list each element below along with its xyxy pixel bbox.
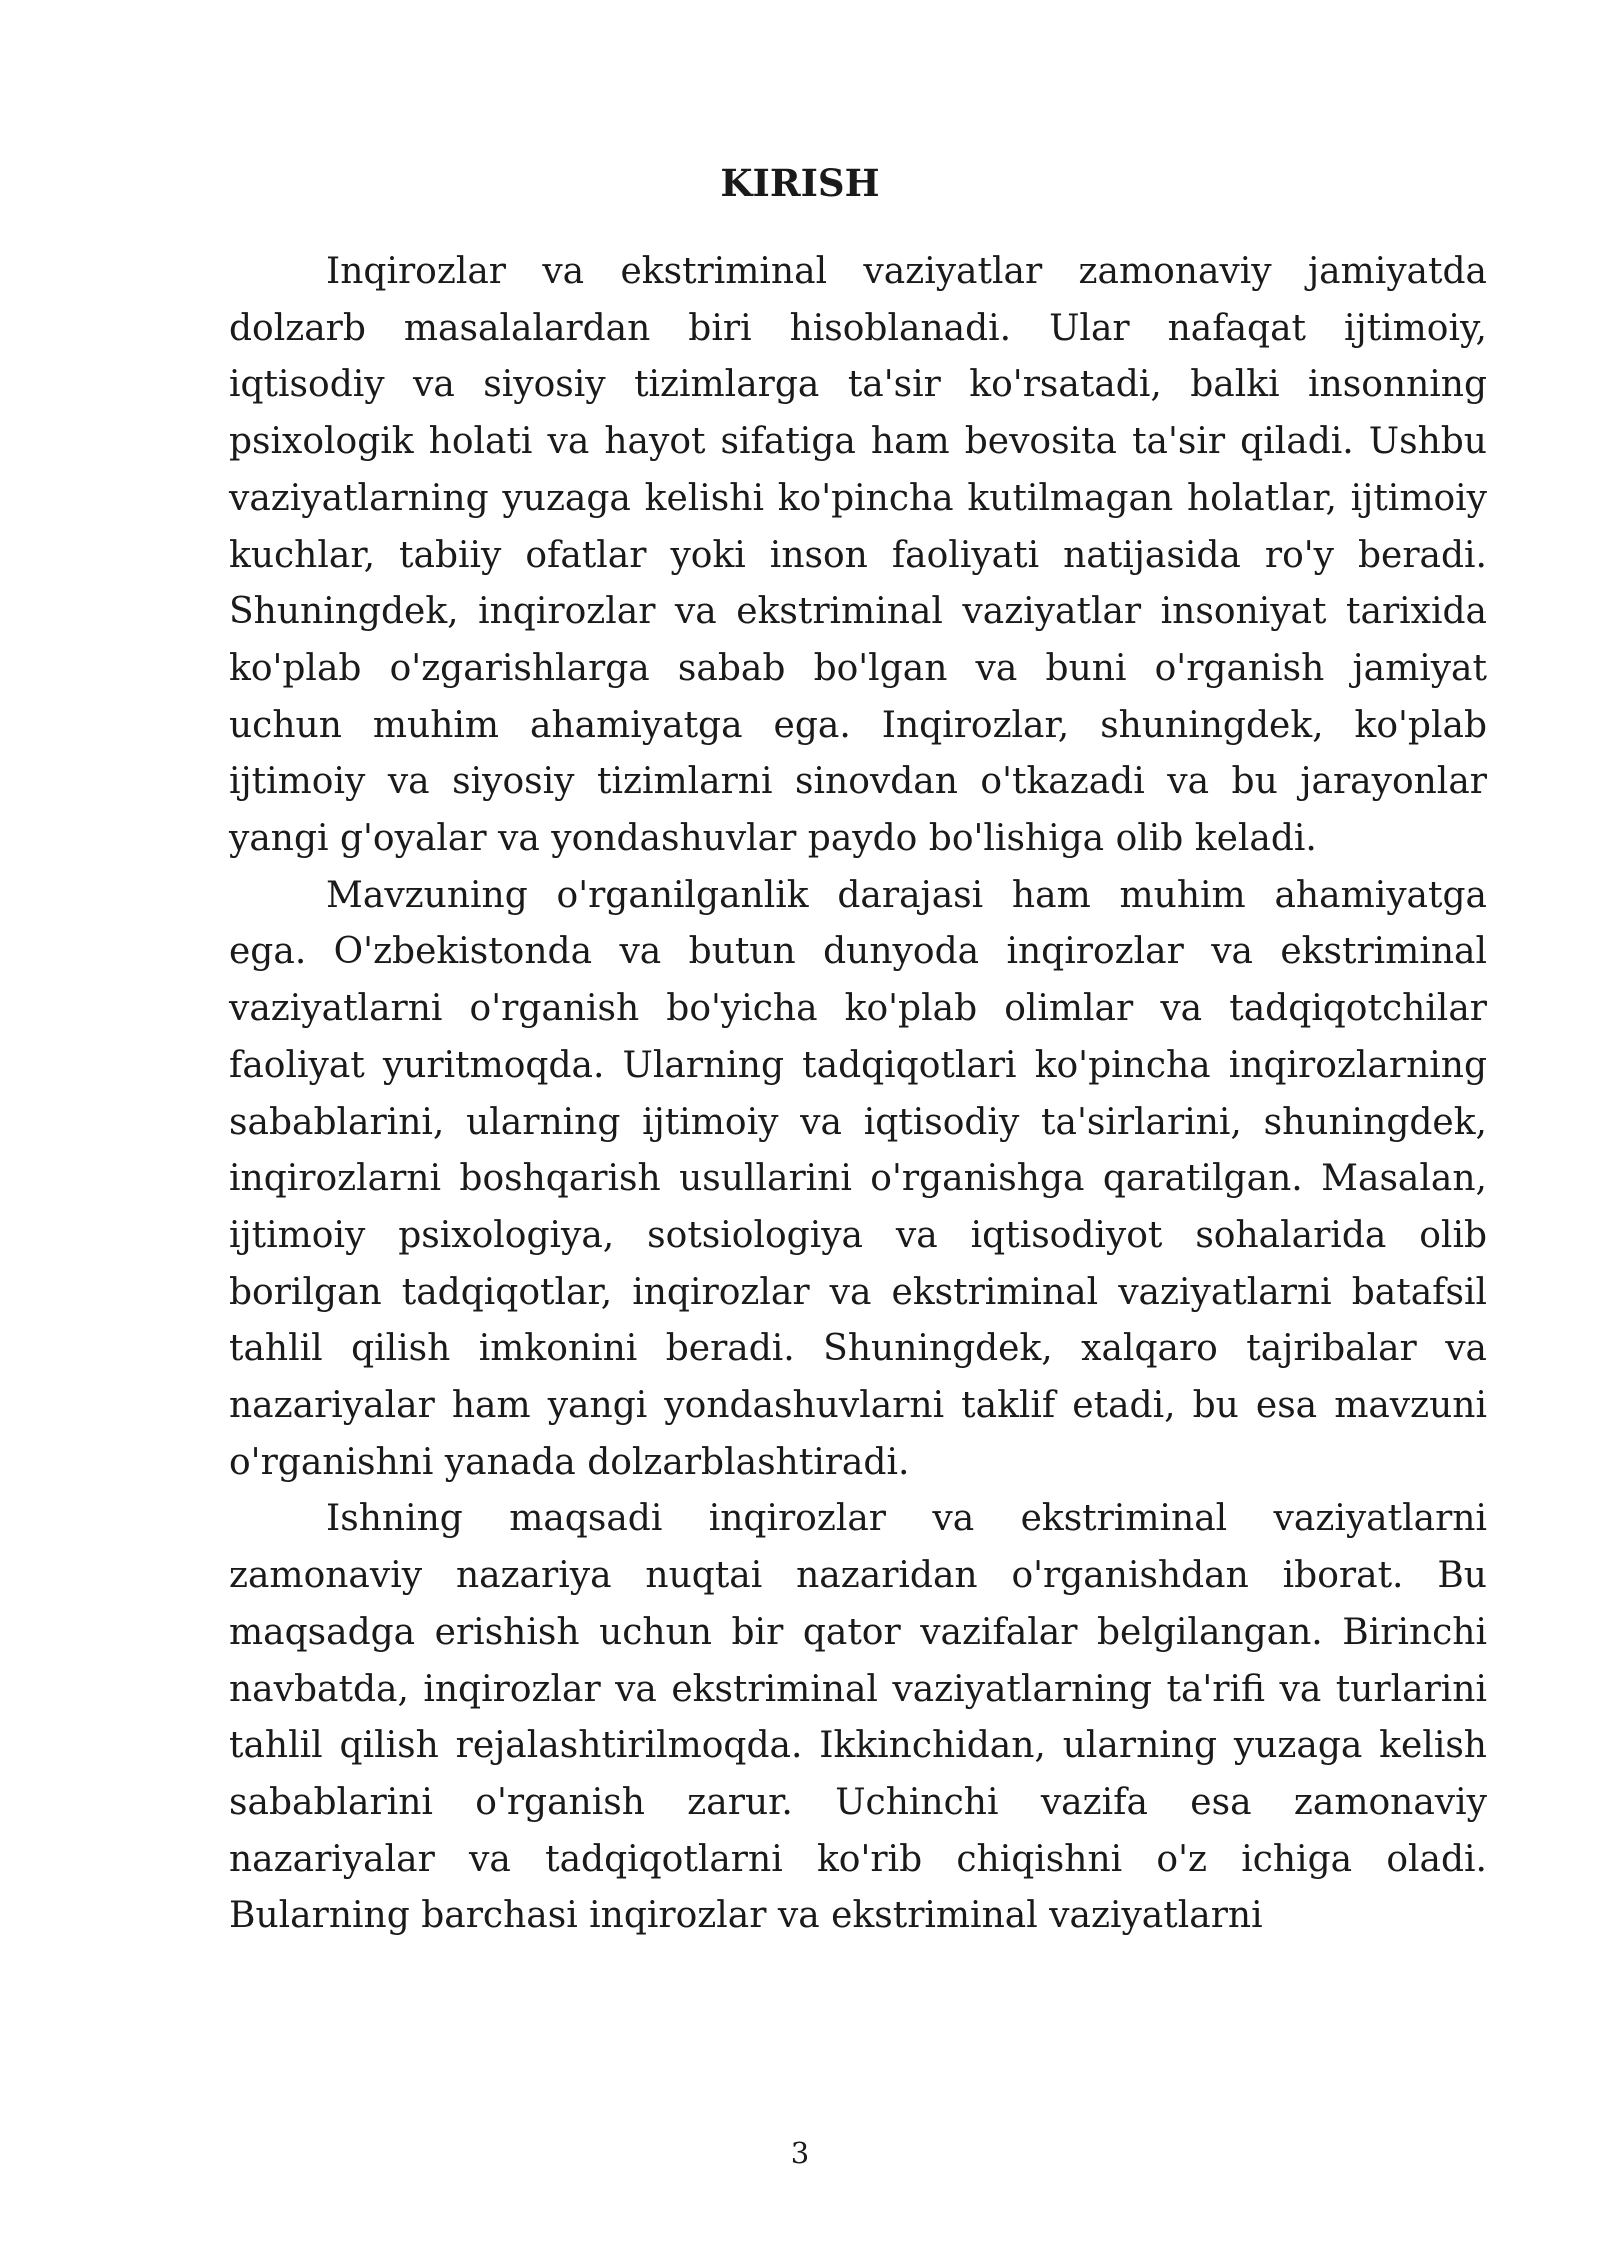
body-text (229, 244, 1487, 1945)
paragraph-1: Inqirozlar va ekstriminal vaziyatlar zamonaviy jamiyatda dolzarb masalalardan biri hisoblanadi. Ular nafaqat ijtimoiy, iqtisodiy va siyosiy tizimlarga ta'sir ko'rsatadi, balki insonning psixologik holati va hayot sifatiga ham bevosita ta'sir qiladi. Ushbu vaziyatlarning yuzaga kelishi ko'pincha kutilmagan holatlar, ijtimoiy kuchlar, tabiiy ofatlar yoki inson faoliyati natijasida ro'y beradi. Shuningdek, inqirozlar va ekstriminal vaziyatlar insoniyat tarixida ko'plab o'zgarishlarga sabab bo'lgan va buni o'rganish jamiyat uchun muhim ahamiyatga ega. Inqirozlar, shuningdek, ko'plab ijtimoiy va siyosiy tizimlarni sinovdan o'tkazadi va bu jarayonlar yangi g'oyalar va yondashuvlar paydo bo'lishiga olib keladi. (229, 251, 1487, 860)
page-title: KIRISH (720, 161, 880, 205)
paragraph-2: Mavzuning o'rganilganlik darajasi ham muhim ahamiyatga ega. O'zbekistonda va butun dunyoda inqirozlar va ekstriminal vaziyatlarni o'rganish bo'yicha ko'plab olimlar va tadqiqotchilar faoliyat yuritmoqda. Ularning tadqiqotlari ko'pincha inqirozlarning sabablarini, ularning ijtimoiy va iqtisodiy ta'sirlarini, shuningdek, inqirozlarni boshqarish usullarini o'rganishga qaratilgan. Masalan, ijtimoiy psixologiya, sotsiologiya va iqtisodiyot sohalarida olib borilgan tadqiqotlar, inqirozlar va ekstriminal vaziyatlarni batafsil tahlil qilish imkonini beradi. Shuningdek, xalqaro tajribalar va nazariyalar ham yangi yondashuvlarni taklif etadi, bu esa mavzuni o'rganishni yanada dolzarblashtiradi. (229, 874, 1487, 1483)
page-number: 3 (790, 2136, 810, 2170)
paragraph-3: Ishning maqsadi inqirozlar va ekstriminal vaziyatlarni zamonaviy nazariya nuqtai nazaridan o'rganishdan iborat. Bu maqsadga erishish uchun bir qator vazifalar belgilangan. Birinchi navbatda, inqirozlar va ekstriminal vaziyatlarning ta'rifi va turlarini tahlil qilish rejalashtirilmoqda. Ikkinchidan, ularning yuzaga kelish sabablarini o'rganish zarur. Uchinchi vazifa esa zamonaviy nazariyalar va tadqiqotlarni ko'rib chiqishni o'z ichiga oladi. Bularning barchasi inqirozlar va ekstriminal vaziyatlarni (229, 1498, 1487, 1937)
